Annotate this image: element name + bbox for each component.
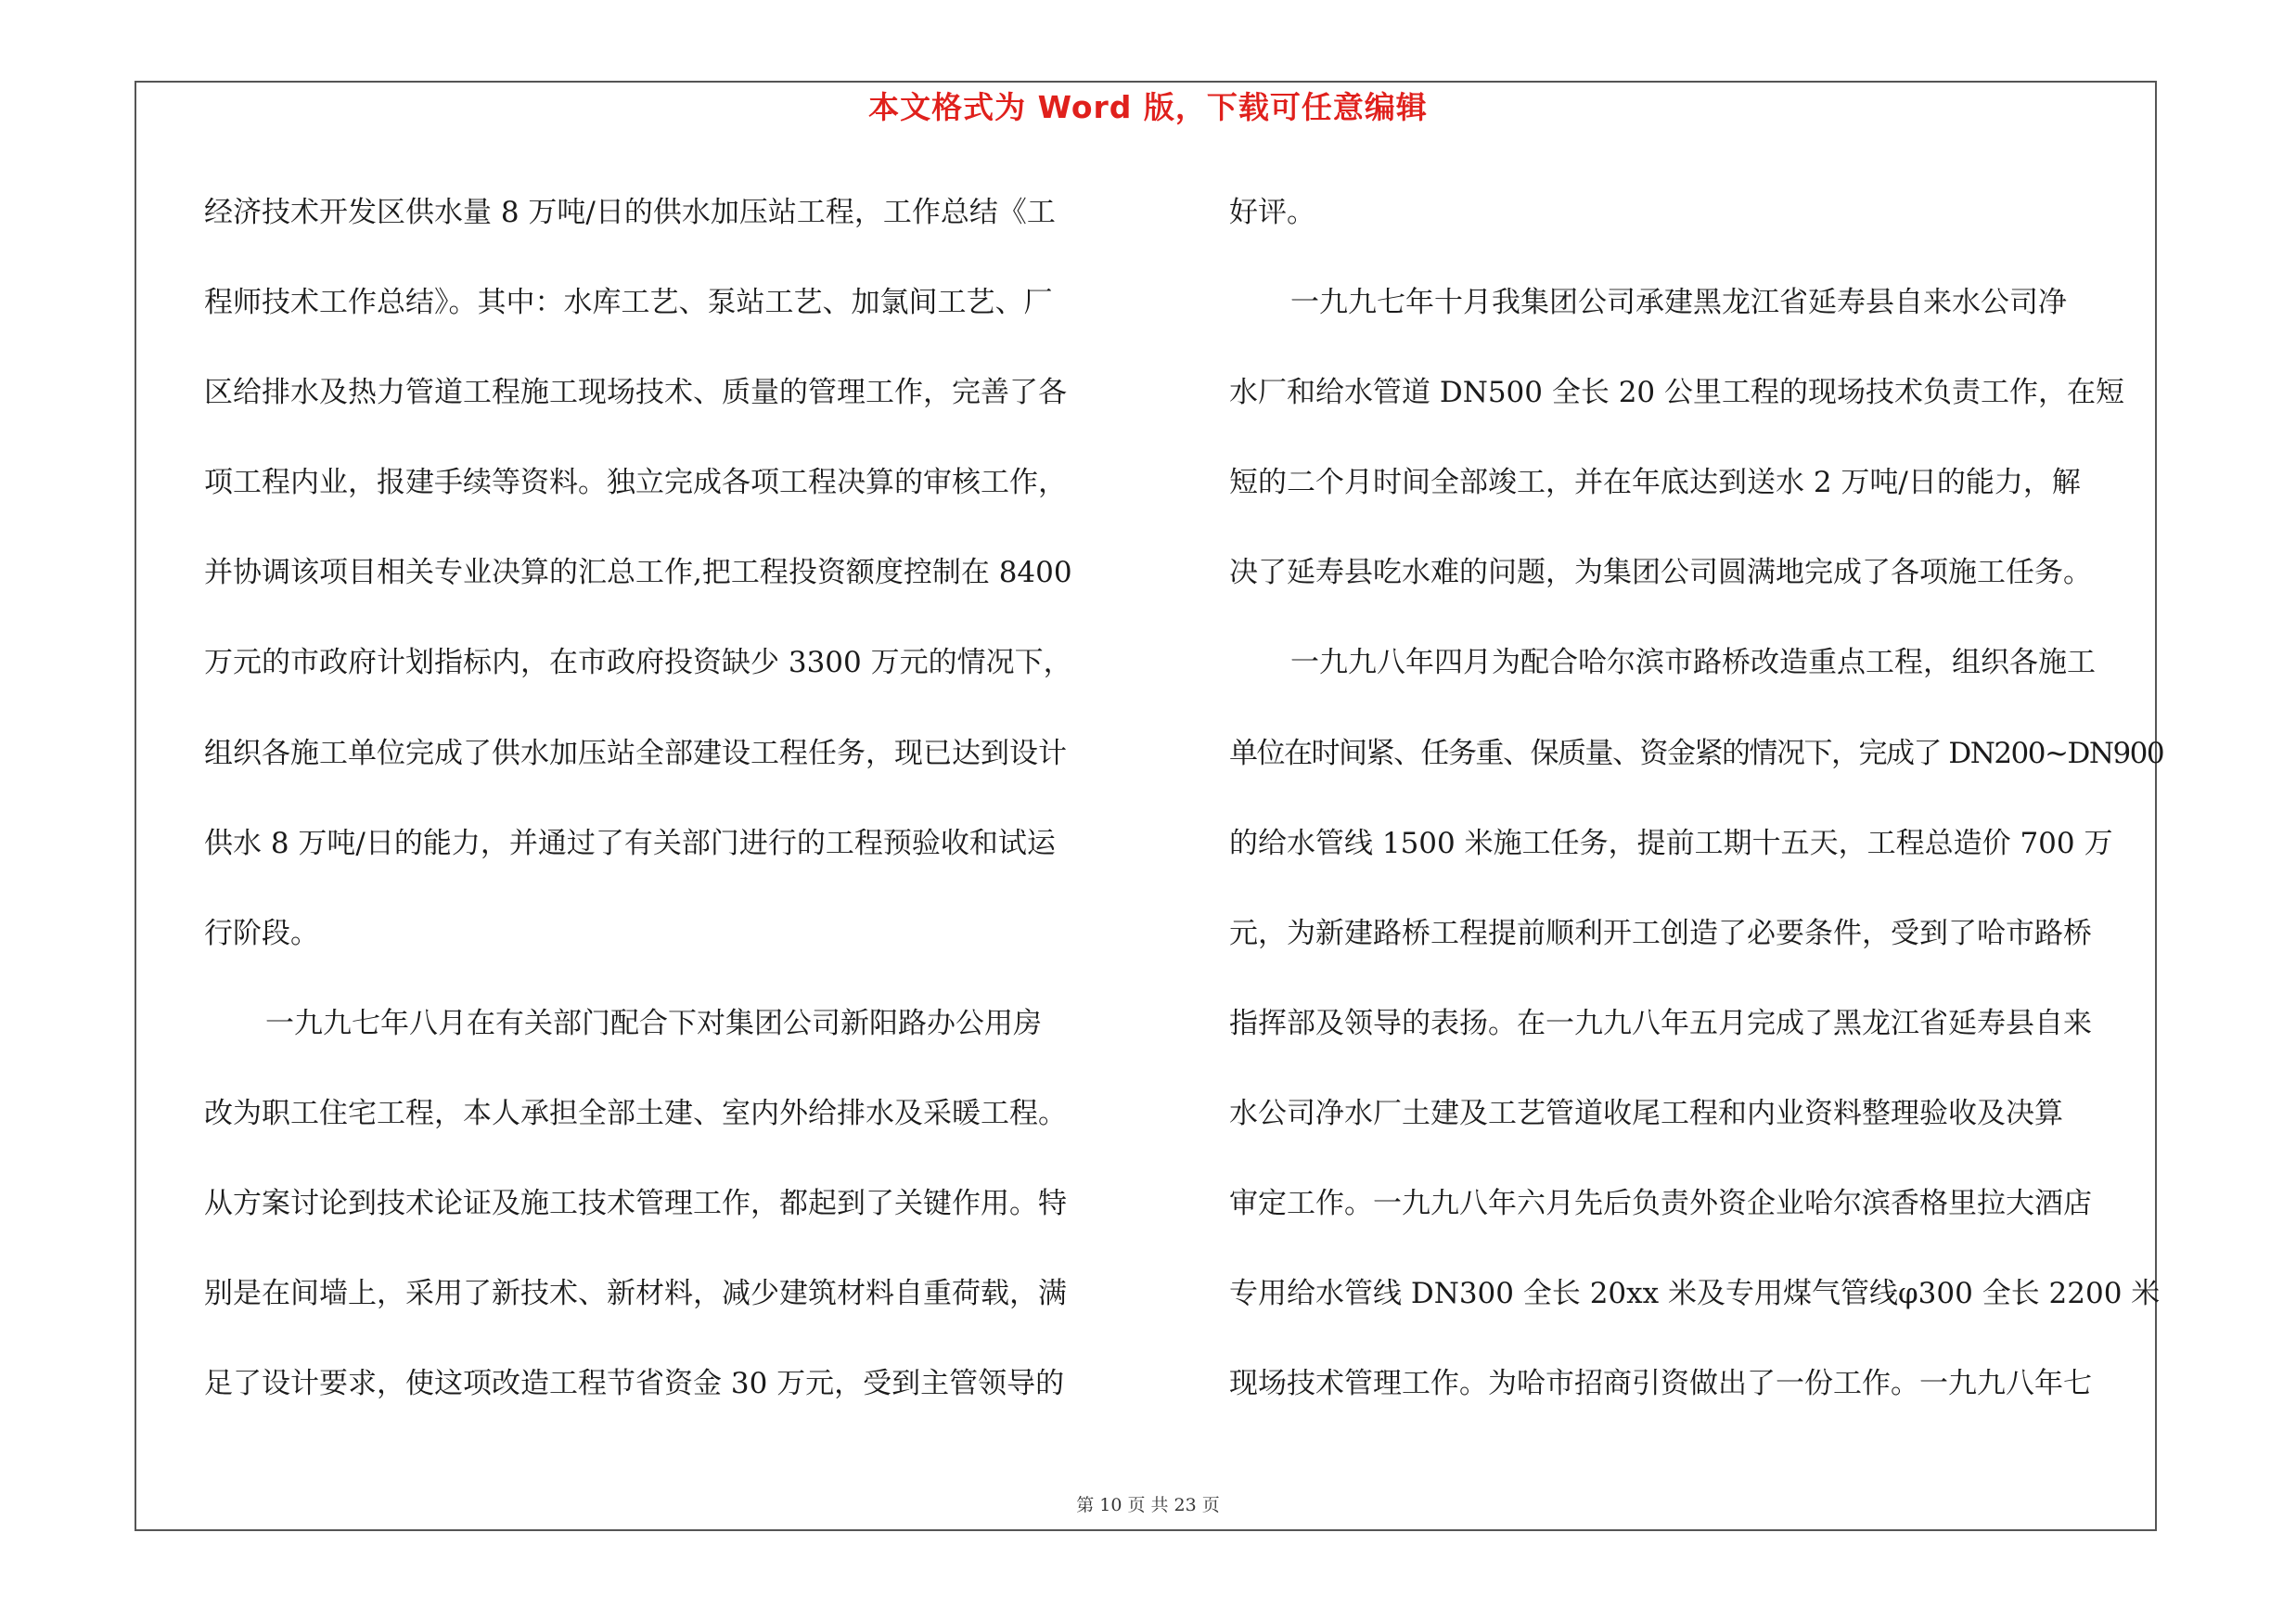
text-line: 水公司净水厂土建及工艺管道收尾工程和内业资料整理验收及决算 bbox=[1229, 1097, 2063, 1130]
text-line: 改为职工住宅工程，本人承担全部土建、室内外给排水及采暖工程。 bbox=[204, 1097, 1067, 1130]
text-line: 审定工作。一九九八年六月先后负责外资企业哈尔滨香格里拉大酒店 bbox=[1229, 1187, 2092, 1220]
text-line: 水厂和给水管道 DN500 全长 20 公里工程的现场技术负责工作，在短 bbox=[1229, 376, 2125, 409]
paragraph-start-line: 一九九八年四月为配合哈尔滨市路桥改造重点工程，组织各施工 bbox=[1290, 646, 2096, 679]
header-banner: 本文格式为 Word 版，下载可任意编辑 bbox=[868, 89, 1428, 125]
text-line: 并协调该项目相关专业决算的汇总工作,把工程投资额度控制在 8400 bbox=[204, 556, 1072, 589]
text-line: 现场技术管理工作。为哈市招商引资做出了一份工作。一九九八年七 bbox=[1229, 1367, 2092, 1400]
text-line: 行阶段。 bbox=[204, 917, 319, 950]
text-line: 好评。 bbox=[1229, 196, 1315, 229]
text-line: 决了延寿县吃水难的问题，为集团公司圆满地完成了各项施工任务。 bbox=[1229, 556, 2092, 589]
text-line: 组织各施工单位完成了供水加压站全部建设工程任务，现已达到设计 bbox=[204, 737, 1067, 770]
text-line: 经济技术开发区供水量 8 万吨/日的供水加压站工程，工作总结《工 bbox=[204, 196, 1056, 229]
text-line: 程师技术工作总结》。其中：水库工艺、泵站工艺、加氯间工艺、厂 bbox=[204, 286, 1053, 319]
text-line: 万元的市政府计划指标内，在市政府投资缺少 3300 万元的情况下， bbox=[204, 646, 1072, 679]
text-line: 从方案讨论到技术论证及施工技术管理工作，都起到了关键作用。特 bbox=[204, 1187, 1067, 1220]
text-line: 指挥部及领导的表扬。在一九九八年五月完成了黑龙江省延寿县自来 bbox=[1229, 1007, 2092, 1040]
paragraph-start-line: 一九九七年十月我集团公司承建黑龙江省延寿县自来水公司净 bbox=[1290, 286, 2067, 319]
paragraph-start-line: 一九九七年八月在有关部门配合下对集团公司新阳路办公用房 bbox=[265, 1007, 1042, 1040]
text-line: 足了设计要求，使这项改造工程节省资金 30 万元，受到主管领导的 bbox=[204, 1367, 1065, 1400]
text-line: 项工程内业，报建手续等资料。独立完成各项工程决算的审核工作， bbox=[204, 466, 1067, 499]
text-line: 单位在时间紧、任务重、保质量、资金紧的情况下，完成了 DN200~DN900 bbox=[1229, 737, 2164, 770]
page-number: 第 10 页 共 23 页 bbox=[1076, 1495, 1220, 1515]
text-line: 区给排水及热力管道工程施工现场技术、质量的管理工作，完善了各 bbox=[204, 376, 1067, 409]
text-line: 元，为新建路桥工程提前顺利开工创造了必要条件，受到了哈市路桥 bbox=[1229, 917, 2092, 950]
text-line: 短的二个月时间全部竣工，并在年底达到送水 2 万吨/日的能力，解 bbox=[1229, 466, 2081, 499]
text-line: 别是在间墙上，采用了新技术、新材料，减少建筑材料自重荷载，满 bbox=[204, 1277, 1067, 1310]
text-line: 专用给水管线 DN300 全长 20xx 米及专用煤气管线φ300 全长 2200 米 bbox=[1229, 1277, 2161, 1310]
text-line: 的给水管线 1500 米施工任务，提前工期十五天，工程总造价 700 万 bbox=[1229, 827, 2113, 860]
text-line: 供水 8 万吨/日的能力，并通过了有关部门进行的工程预验收和试运 bbox=[204, 827, 1056, 860]
